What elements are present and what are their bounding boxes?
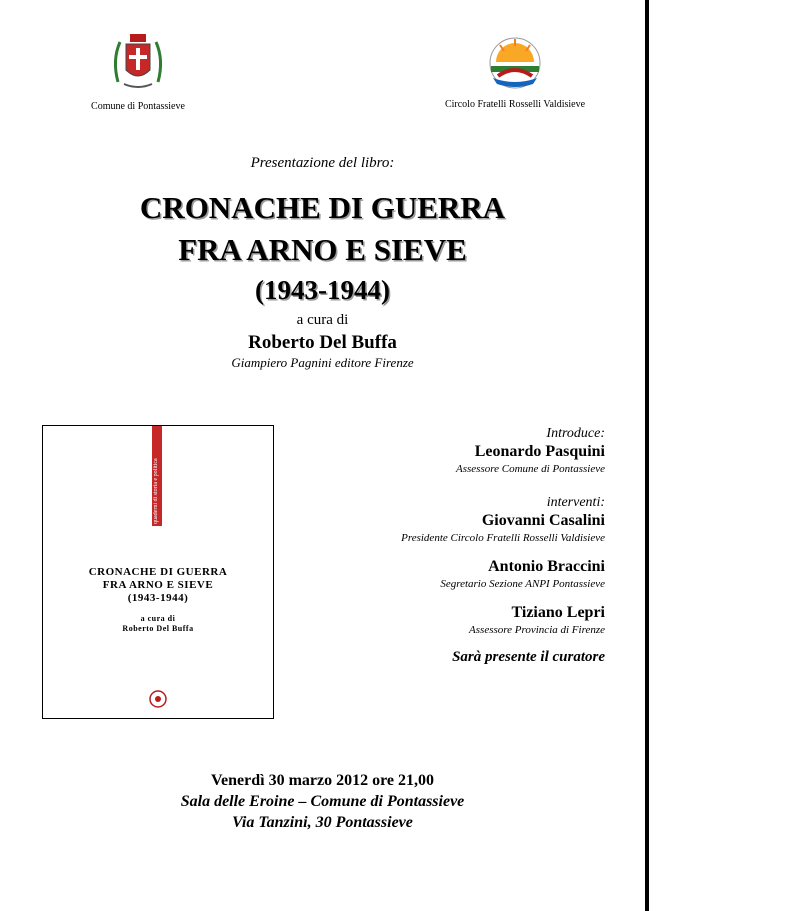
book-cover-image	[42, 425, 274, 719]
interventions-label: interventi:	[546, 495, 605, 510]
event-details	[0, 770, 645, 833]
comune-logo	[88, 30, 188, 112]
book-cover-curated-by: a cura di	[140, 614, 176, 623]
speaker-role: Presidente Circolo Fratelli Rosselli Valdisieve	[401, 532, 605, 544]
speaker-role: Assessore Provincia di Firenze	[469, 624, 605, 636]
book-title-line2: FRA ARNO E SIEVE	[178, 232, 467, 267]
book-years: (1943-1944)	[255, 275, 390, 305]
speaker-name: Giovanni Casalini	[481, 512, 605, 529]
book-publisher: Giampiero Pagnini editore Firenze	[231, 355, 414, 370]
speaker-name: Antonio Braccini	[488, 558, 605, 575]
event-venue: Sala delle Eroine – Comune di Pontassieve	[180, 793, 465, 810]
coat-of-arms-icon	[110, 30, 166, 92]
event-date-time: Venerdì 30 marzo 2012 ore 21,00	[210, 772, 435, 789]
publisher-emblem-icon	[148, 689, 168, 709]
book-cover-title-line2: FRA ARNO E SIEVE	[102, 579, 214, 591]
book-author: Roberto Del Buffa	[248, 332, 397, 353]
circolo-logo	[440, 36, 590, 110]
speaker-name: Leonardo Pasquini	[474, 443, 605, 460]
comune-caption: Comune di Pontassieve	[91, 101, 185, 112]
book-cover-author: Roberto Del Buffa	[122, 624, 194, 633]
presentation-intro: Presentazione del libro:	[250, 155, 395, 171]
book-cover-title-line1: CRONACHE DI GUERRA	[88, 566, 228, 578]
speakers-list	[275, 425, 605, 666]
book-title-line1: CRONACHE DI GUERRA	[139, 190, 506, 225]
curated-by-label: a cura di	[296, 312, 349, 328]
sunrise-bridge-logo-icon	[488, 36, 542, 90]
introduce-label: Introduce:	[546, 426, 605, 441]
event-address: Via Tanzini, 30 Pontassieve	[232, 814, 413, 831]
circolo-caption: Circolo Fratelli Rosselli Valdisieve	[444, 99, 586, 110]
speaker-role: Assessore Comune di Pontassieve	[456, 463, 605, 475]
book-cover-years: (1943-1944)	[127, 592, 189, 604]
curator-note: Sarà presente il curatore	[452, 649, 605, 665]
speaker-name: Tiziano Lepri	[511, 604, 605, 621]
speaker-role: Segretario Sezione ANPI Pontassieve	[440, 578, 605, 590]
book-cover-series: quaderni di storia e politica	[153, 458, 159, 524]
